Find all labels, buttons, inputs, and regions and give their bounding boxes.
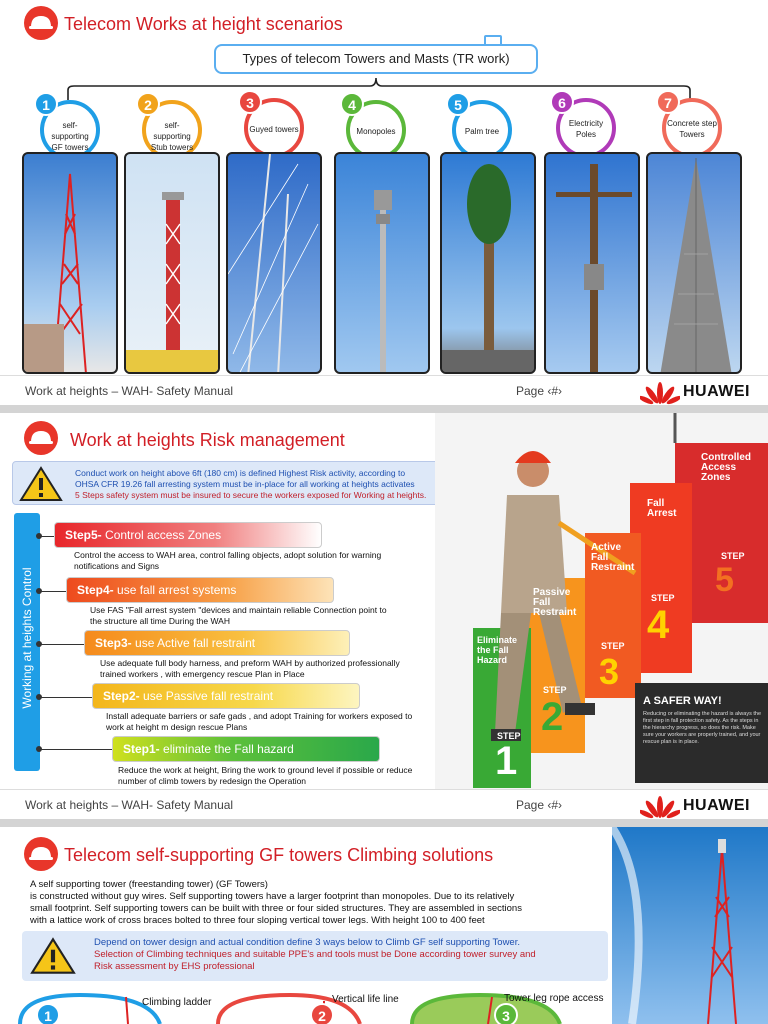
- tower-type-4-number: 4: [340, 92, 364, 116]
- huawei-logo: [640, 379, 760, 405]
- step4-bar: [66, 577, 334, 603]
- step1-head: Step1-: [123, 742, 160, 756]
- slide-tower-types: [0, 0, 768, 405]
- footer: [0, 789, 768, 819]
- slide-title: Telecom Works at height scenarios: [64, 14, 343, 34]
- step1-desc: Reduce the work at height, Bring the work to ground level if possible or reduce number of climb towers by redesign the Operation: [118, 765, 413, 786]
- poster-step2-title: Passive Fall Restraint: [533, 587, 577, 618]
- huawei-petals-icon: [640, 379, 680, 405]
- slide-title: Telecom self-supporting GF towers Climbing solutions: [64, 845, 494, 865]
- poster-step5-title: Controlled Access Zones: [701, 452, 751, 483]
- tower-type-6-line1: Electricity: [568, 119, 604, 128]
- page-number: Page ‹#›: [516, 384, 563, 398]
- para-line-3: small footprint. Self supporting towers can be built with three or four sided structures. They are assembled in sections: [30, 903, 522, 914]
- poster-step4-num: 4: [647, 603, 670, 647]
- photo-concrete-tower: [646, 152, 742, 374]
- poster-step2-num: 2: [541, 695, 564, 739]
- tower-type-7-line2: Towers: [679, 130, 705, 139]
- photo-stub-tower: [124, 152, 220, 374]
- para-line-2: is constructed without guy wires. Self supporting towers have a larger footprint than monopoles. Due to its relatively: [30, 891, 515, 902]
- step3-connector: [40, 644, 84, 645]
- tower-types-heading: Types of telecom Towers and Masts (TR work): [214, 44, 538, 74]
- poster-step2-word: STEP: [543, 685, 567, 695]
- warning-icon: [30, 937, 76, 975]
- tower-type-4-line1: Monopoles: [356, 127, 396, 136]
- solution-3-label: Tower leg rope access: [504, 993, 604, 1004]
- solution-1-label: Climbing ladder: [142, 997, 212, 1008]
- huawei-logo: [640, 793, 760, 819]
- step5-bar: [54, 522, 322, 548]
- info-line-1: Depend on tower design and actual condition define 3 ways below to Climb GF self supporting Tower.: [94, 937, 520, 948]
- footer-text: Work at heights – WAH- Safety Manual: [25, 798, 234, 812]
- step5-connector: [40, 536, 54, 537]
- tower-type-7-number: 7: [656, 90, 680, 114]
- info-line-2: Selection of Climbing techniques and suitable PPE's and tools must be Done according tower survey and: [94, 949, 536, 960]
- step3-head: Step3-: [95, 636, 132, 650]
- info-box: [22, 931, 608, 981]
- step2-desc: Install adequate barriers or safe gads , and adopt Training for workers exposed to work at height m design rescue Plans: [106, 711, 413, 732]
- para-line-4: with a lattice work of cross braces bolted to three four sloping vertical tower legs. With height 100 to 400 feet: [30, 915, 485, 926]
- warning-line-1: Conduct work on height above 6ft (180 cm) is defined Highest Risk activity, according to: [75, 468, 406, 478]
- step3-bar: [84, 630, 350, 656]
- tower-type-2-line2: Stub towers: [150, 143, 194, 152]
- info-text: [94, 937, 602, 973]
- step1-bar: [112, 736, 380, 762]
- slide-risk-management: [0, 413, 768, 819]
- warning-text: [75, 468, 465, 501]
- tower-type-1-line2: GF towers: [51, 143, 89, 152]
- description-paragraph: [30, 879, 610, 927]
- tower-type-1-line1: self-supporting: [51, 121, 89, 141]
- huawei-wordmark: HUAWEI: [683, 383, 750, 400]
- step3-text: use Active fall restraint: [131, 636, 256, 650]
- tower-type-1-number: 1: [34, 92, 58, 116]
- poster-step3-word: STEP: [601, 641, 625, 651]
- tower-type-5-number: 5: [446, 92, 470, 116]
- warning-line-2: OHSA CFR 19.26 fall arresting system must be in-place for all working at heights activates: [75, 479, 415, 489]
- poster-step3-num: 3: [599, 651, 620, 692]
- step2-connector: [40, 697, 92, 698]
- poster-step4-title: Fall Arrest: [647, 498, 677, 519]
- tower-type-2-number: 2: [136, 92, 160, 116]
- slide-gap: [0, 405, 768, 413]
- slide-gap: [0, 819, 768, 827]
- page-number: Page ‹#›: [516, 798, 563, 812]
- tower-type-3-number: 3: [238, 90, 262, 114]
- photo-palm-tree: [440, 152, 536, 374]
- step4-text: use fall arrest systems: [113, 583, 237, 597]
- step1-text: eliminate the Fall hazard: [159, 742, 294, 756]
- step2-text: use Passive fall restraint: [139, 689, 274, 703]
- photo-monopole: [334, 152, 430, 374]
- huawei-petals-icon: [640, 793, 680, 819]
- poster-step1-title: Eliminate the Fall Hazard: [477, 635, 518, 665]
- poster-step3-title: Active Fall Restraint: [591, 542, 635, 573]
- poster-step4-word: STEP: [651, 593, 675, 603]
- huawei-wordmark: HUAWEI: [683, 797, 750, 814]
- hard-hat-icon: [24, 421, 58, 455]
- photo-gf-tower: [22, 152, 118, 374]
- para-line-1: A self supporting tower (freestanding tower) (GF Towers): [30, 879, 268, 890]
- step2-head: Step2-: [103, 689, 140, 703]
- step4-head: Step4-: [77, 583, 114, 597]
- slide-title: Work at heights Risk management: [70, 430, 345, 450]
- poster-step5-word: STEP: [721, 551, 745, 561]
- tower-type-6-line2: Poles: [575, 130, 596, 139]
- warning-icon: [19, 466, 63, 502]
- photo-electricity-pole: [544, 152, 640, 374]
- tower-type-7-line1: Concrete step: [667, 119, 717, 128]
- info-line-3: Risk assessment by EHS professional: [94, 961, 255, 972]
- solution-2-label: Vertical life line: [332, 994, 399, 1005]
- slide-gf-climbing: [0, 827, 768, 1024]
- warning-box: [12, 461, 468, 505]
- safer-way-poster: [435, 413, 768, 793]
- poster-step1-num: 1: [495, 739, 518, 783]
- step1-connector: [40, 749, 112, 750]
- photo-guyed-tower: [226, 152, 322, 374]
- footer-text: Work at heights – WAH- Safety Manual: [25, 384, 234, 398]
- step3-desc: Use adequate full body harness, and preform WAH by authorized professionally trained workers , with emergency rescue Plan in Place: [100, 658, 400, 679]
- footer: [0, 375, 768, 405]
- poster-step5-num: 5: [715, 561, 734, 599]
- hard-hat-icon: [24, 837, 58, 871]
- brace-connector: [0, 0, 768, 110]
- tower-type-6-number: 6: [550, 90, 574, 114]
- step4-connector: [40, 591, 66, 592]
- poster-safer-way: A SAFER WAY!: [643, 695, 722, 707]
- tower-type-2-line1: self-supporting: [153, 121, 191, 141]
- side-label: Working at heights Control: [20, 567, 34, 709]
- solution-1-badge: 1: [36, 1003, 60, 1024]
- solution-3-badge: 3: [494, 1003, 518, 1024]
- tower-type-3-line1: Guyed towers: [249, 125, 299, 134]
- step5-head: Step5-: [65, 528, 102, 542]
- tower-type-5-line1: Palm tree: [464, 127, 500, 136]
- poster-safer-text: Reducing or eliminating the hazard is always the first step in fall protection safety. As the steps in the hierarchy progress, so does the risk. Make sure your workers are properly trained, and your rescue plan is in place.: [643, 711, 762, 745]
- step5-text: Control access Zones: [101, 528, 222, 542]
- step5-desc: Control the access to WAH area, control falling objects, adopt solution for warning notifications and Signs: [74, 550, 382, 571]
- step2-bar: [92, 683, 360, 709]
- solution-2-badge: 2: [310, 1003, 334, 1024]
- warning-line-3: 5 Steps safety system must be insured to secure the workers exposed for Working at heights.: [75, 490, 427, 500]
- step4-desc: Use FAS "Fall arrest system "devices and maintain reliable Connection point to the structure all time During the WAH: [90, 605, 387, 626]
- poster-step1-word: STEP: [497, 731, 521, 741]
